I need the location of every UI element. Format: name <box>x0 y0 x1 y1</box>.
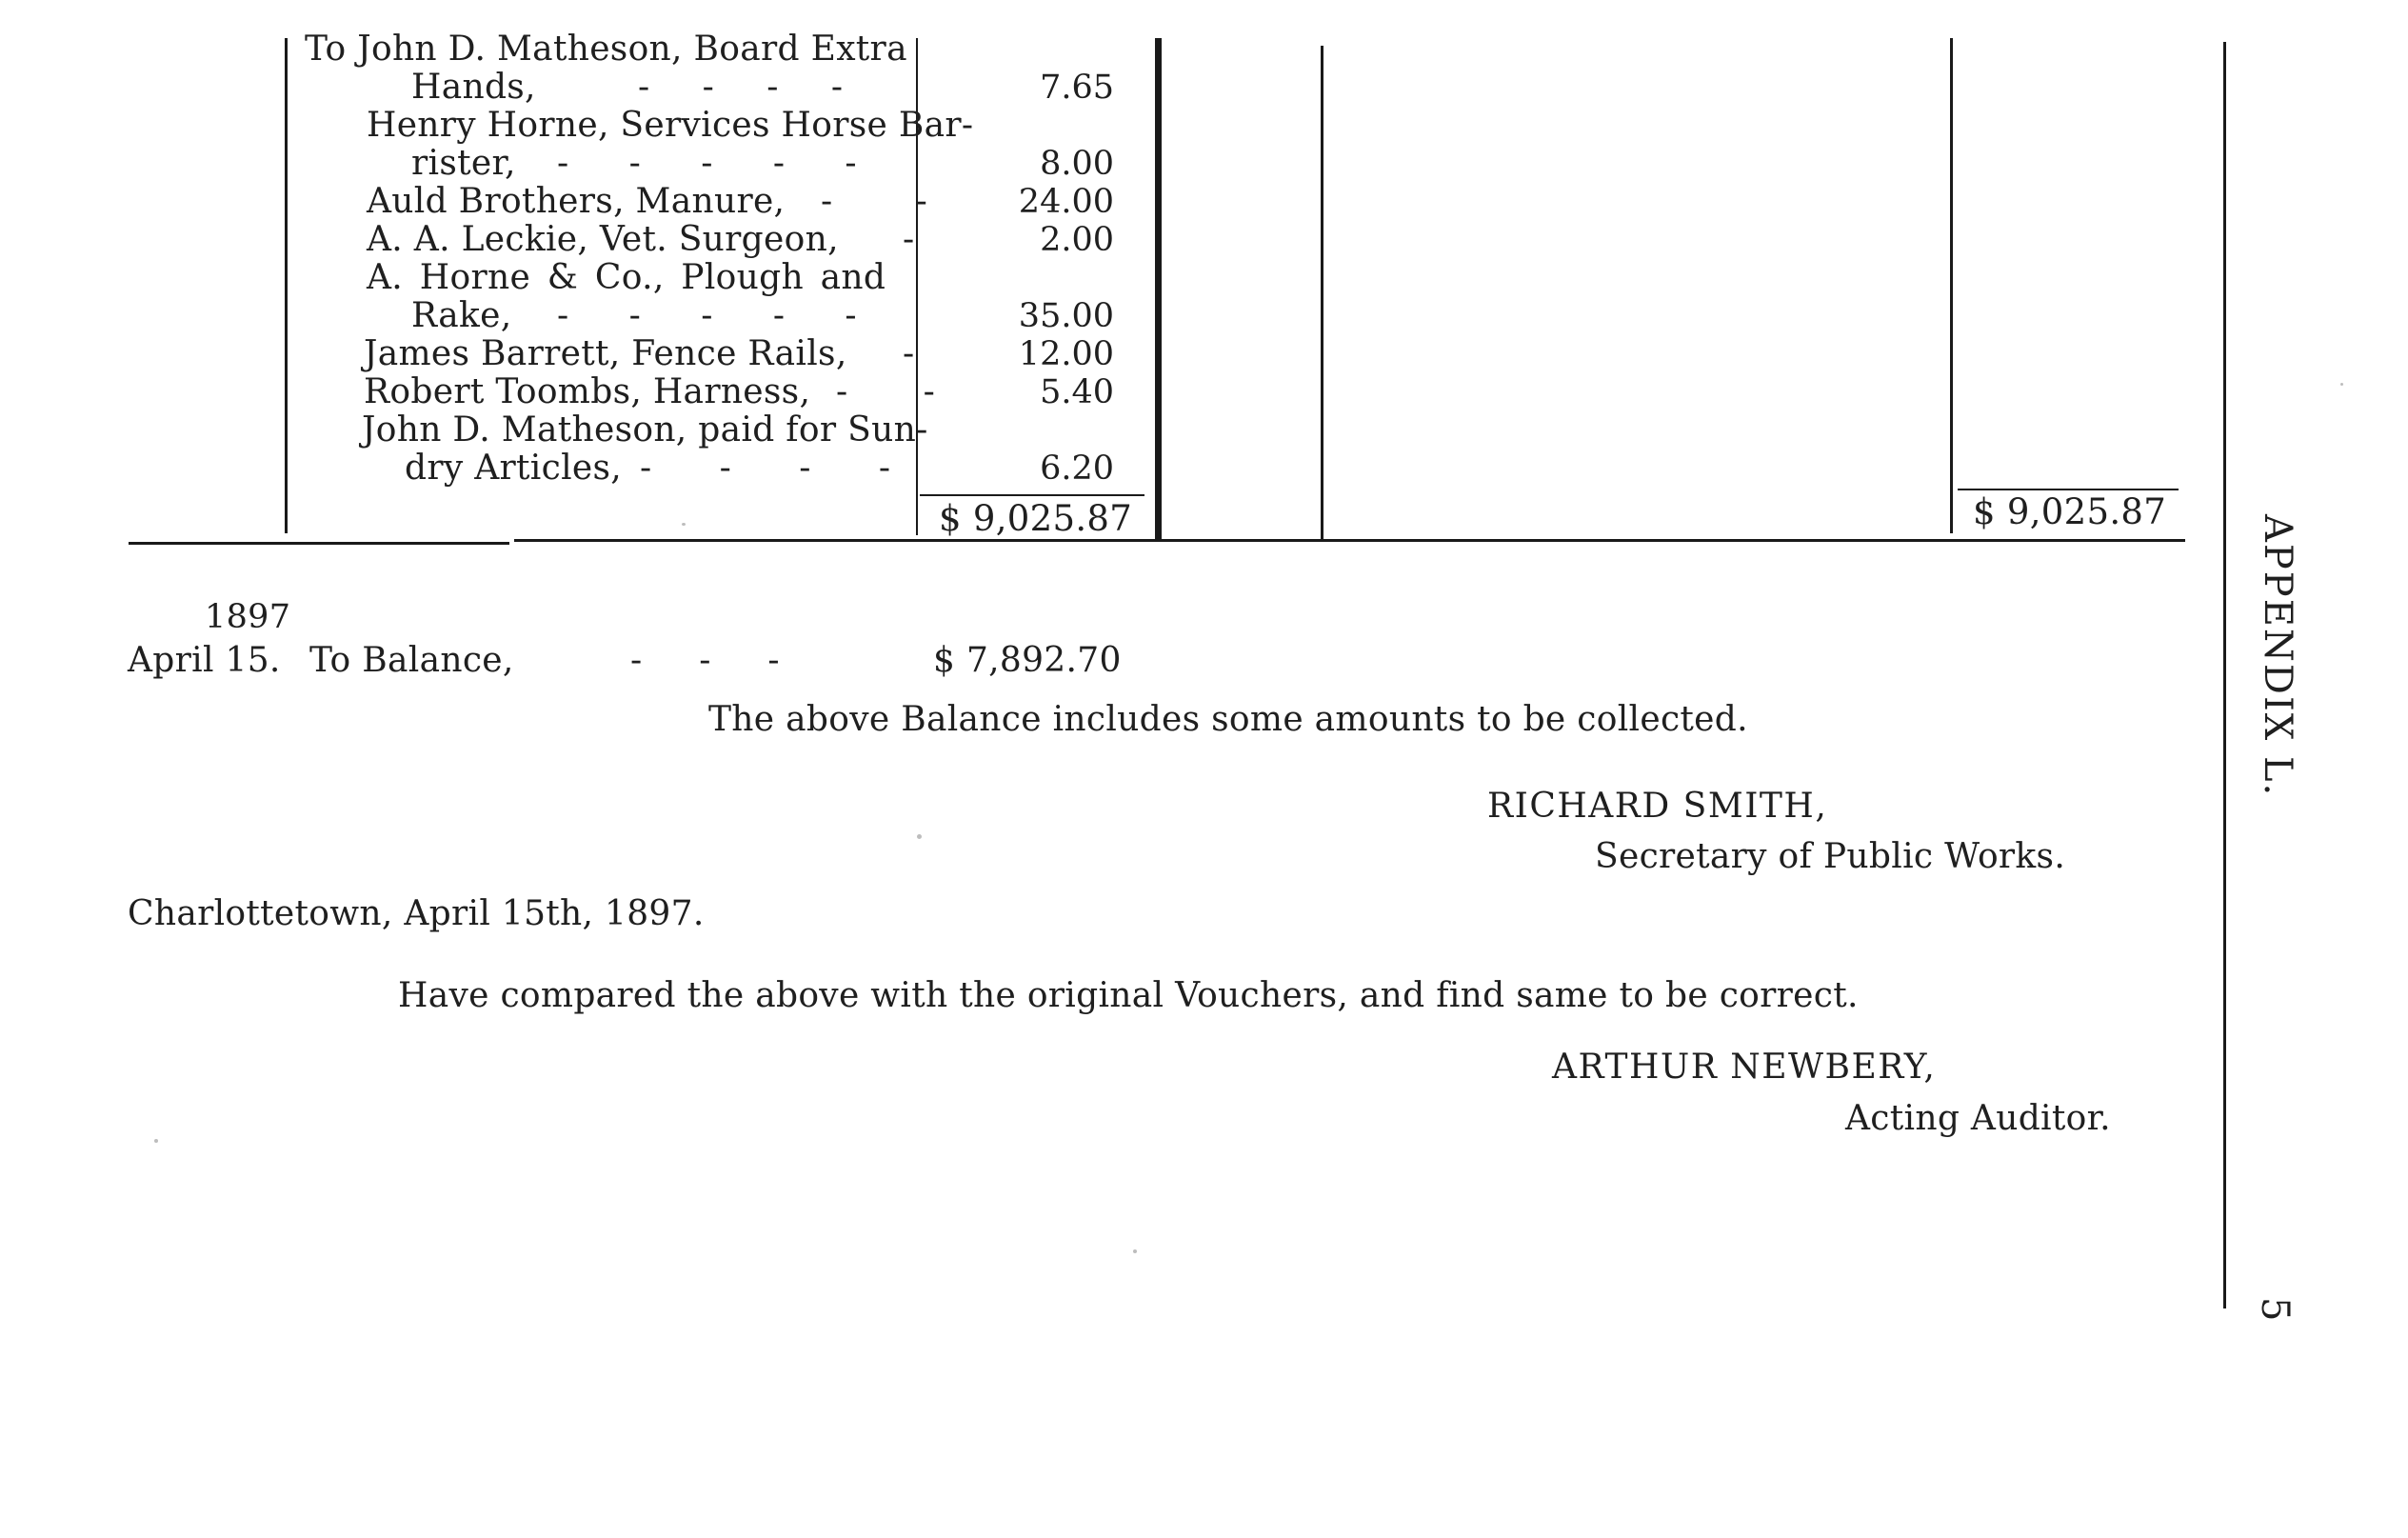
balance-note: The above Balance includes some amounts to be collected. <box>708 700 1748 739</box>
entry-3-amount: 24.00 <box>1018 183 1114 221</box>
entry-3-dashes: - - <box>821 182 964 221</box>
scan-speck <box>1133 1249 1137 1253</box>
page-number: 5 <box>2253 1297 2297 1324</box>
total-left: $ 9,025.87 <box>939 498 1133 539</box>
entry-6-line1: James Barrett, Fence Rails, <box>364 334 847 373</box>
total-right: $ 9,025.87 <box>1973 491 2167 532</box>
signature1-title: Secretary of Public Works. <box>1595 837 2066 876</box>
entry-7-dashes: - - <box>836 372 967 411</box>
balance-dashes: - - - <box>630 641 780 680</box>
ledger-right-rule <box>1950 38 1953 533</box>
ledger-bottom-rule-a <box>129 542 509 545</box>
entry-6-dashes: - <box>903 334 915 373</box>
entry-5-line2: Rake, <box>411 296 512 335</box>
page-margin-rule <box>2223 42 2226 1308</box>
entry-2-line1: Henry Horne, Services Horse Bar- <box>367 106 974 145</box>
entry-1-line2: Hands, <box>411 68 536 107</box>
entry-8-dashes: - - - - <box>640 449 919 488</box>
entry-8-line1: John D. Matheson, paid for Sun- <box>362 410 928 449</box>
entry-5-amount: 35.00 <box>1018 297 1114 335</box>
entry-4-line1: A. A. Leckie, Vet. Surgeon, <box>367 220 839 259</box>
ledger-bottom-rule-b <box>514 539 2185 542</box>
signature1-name: RICHARD SMITH, <box>1487 787 1828 826</box>
entry-3-line1: Auld Brothers, Manure, <box>367 182 786 221</box>
ledger-mid-rule <box>1321 46 1323 539</box>
entry-7-line1: Robert Toombs, Harness, <box>364 372 811 411</box>
balance-amount: $ 7,892.70 <box>933 641 1122 680</box>
entry-1-dashes: - - - - <box>638 68 864 107</box>
scan-speck <box>682 523 686 526</box>
total-right-rule <box>1958 489 2179 490</box>
scan-speck <box>917 834 922 839</box>
entry-7-amount: 5.40 <box>1040 373 1114 411</box>
ledger-heavy-rule <box>1155 38 1162 539</box>
scan-speck <box>2340 383 2343 386</box>
entry-1-line1: To John D. Matheson, Board Extra <box>305 30 907 69</box>
appendix-heading: APPENDIX L. <box>2256 514 2299 798</box>
audit-note: Have compared the above with the original Vouchers, and find same to be correct. <box>398 976 1859 1015</box>
balance-date: April 15. <box>128 641 281 680</box>
scan-speck <box>154 1139 158 1143</box>
entry-8-line2: dry Articles, <box>405 449 623 488</box>
entry-2-amount: 8.00 <box>1040 145 1114 183</box>
signature2-title: Acting Auditor. <box>1845 1099 2111 1138</box>
entry-2-line2: rister, <box>411 144 516 183</box>
entry-8-amount: 6.20 <box>1040 449 1114 488</box>
entry-4-dashes: - <box>903 220 915 259</box>
entry-5-line1: A. Horne & Co., Plough and <box>367 258 886 297</box>
entry-2-dashes: - - - - - <box>557 144 882 183</box>
total-left-rule <box>920 494 1144 496</box>
balance-year: 1897 <box>205 598 291 636</box>
entry-4-amount: 2.00 <box>1040 221 1114 259</box>
place-date: Charlottetown, April 15th, 1897. <box>128 894 705 933</box>
signature2-name: ARTHUR NEWBERY, <box>1552 1048 1937 1087</box>
entry-6-amount: 12.00 <box>1018 335 1114 373</box>
ledger-left-rule <box>285 38 288 533</box>
entry-1-amount: 7.65 <box>1040 69 1114 107</box>
entry-5-dashes: - - - - - <box>557 296 882 335</box>
balance-label: To Balance, <box>309 641 514 680</box>
